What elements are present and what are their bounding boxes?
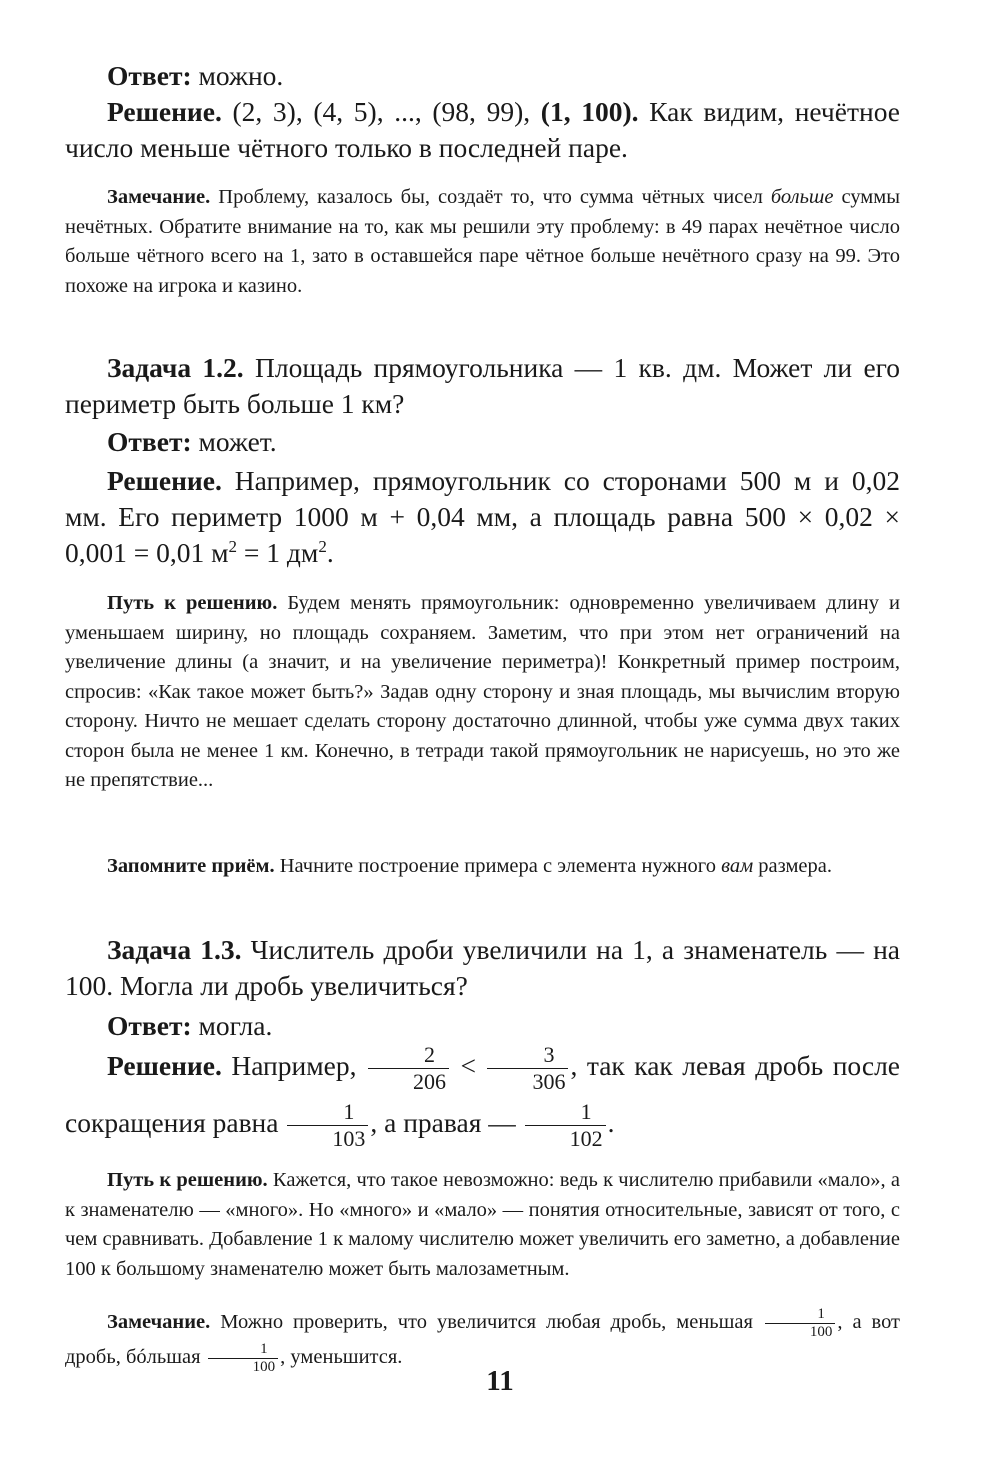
answer-text: можно.: [198, 60, 284, 91]
remember-technique: [65, 852, 900, 882]
page-number: 11: [486, 1365, 514, 1397]
remark-emphasis: больше: [770, 186, 834, 208]
task-1-3: [65, 932, 900, 1004]
task-label: Задача 1.3.: [107, 934, 242, 965]
remark-text-end: , уменьшится.: [280, 1346, 403, 1369]
exponent: 2: [228, 536, 238, 556]
numerator: 1: [525, 1099, 606, 1126]
solution-text: Как видим, нечётное число меньше чётного только в последней паре.: [65, 96, 900, 163]
answer-label: Ответ:: [107, 426, 192, 457]
remember-text: Начните построение примера с элемента нужного: [279, 855, 716, 877]
denominator: 206: [412, 1069, 446, 1095]
denominator: 102: [569, 1126, 603, 1152]
answer-2: [65, 424, 900, 460]
answer-label: Ответ:: [107, 60, 192, 91]
remark-1: [65, 183, 900, 301]
numerator: 3: [487, 1042, 568, 1069]
remember-label: Запомните приём.: [107, 855, 275, 877]
denominator: 306: [532, 1069, 566, 1095]
task-text: Площадь прямоугольника — 1 кв. дм. Может ли его периметр быть больше 1 км?: [65, 352, 900, 419]
remember-emphasis: вам: [721, 855, 754, 877]
denominator: 100: [809, 1324, 833, 1340]
path-text: Будем менять прямоугольник: одновременно увеличиваем длину и уменьшаем ширину, но площадь сохраняем. Заметим, что при этом нет ограничений на увеличение длины (а значит, и на увеличение периметра)! Конкретный пример построим, спросив: «Как такое может быть?» Задав одну сторону и зная площадь, мы вычислим вторую сторону. Ничто не мешает сделать сторону достаточно длинной, чтобы уже сумма двух таких сторон была не менее 1 км. Конечно, в тетради такой прямоугольник не нарисуешь, но это же не препятствие...: [65, 592, 900, 791]
answer-label: Ответ:: [107, 1010, 192, 1041]
answer-1: [65, 58, 900, 94]
remember-text-end: размера.: [758, 855, 832, 877]
solution-text: Например, прямоугольник со сторонами 500 м и 0,02 мм. Его периметр 1000 м + 0,04 мм, а площадь равна 500 × 0,02 × 0,001 = 0,01 м: [65, 465, 901, 568]
solution-text-end: .: [326, 537, 334, 568]
remark-label: Замечание.: [107, 1311, 211, 1334]
fraction-2-206: [368, 1042, 449, 1095]
solution-text-cont: , а правая —: [370, 1107, 516, 1139]
solution-text-end: .: [607, 1107, 615, 1139]
remark-text: Можно проверить, что увеличится любая дробь, меньшая: [220, 1311, 753, 1334]
solution-3: [65, 1038, 900, 1152]
solution-sequence: (2, 3), (4, 5), ..., (98, 99),: [232, 96, 531, 127]
fraction-1-100: [765, 1306, 836, 1341]
task-text: Числитель дроби увеличили на 1, а знаменатель — на 100. Могла ли дробь увеличиться?: [65, 934, 900, 1001]
solution-label: Решение.: [107, 96, 222, 127]
exponent: 2: [318, 536, 327, 556]
remark-text-cont: суммы нечётных. Обратите внимание на то, как мы решили эту проблему: в 49 парах нечётное число больше чётного всего на 1, зато в оставшейся паре чётное больше нечётного сразу на 99. Это похоже на игрока и казино.: [65, 186, 901, 297]
remark-text: Проблему, казалось бы, создаёт то, что сумма чётных чисел: [218, 186, 763, 208]
solution-text: Например,: [231, 1050, 357, 1081]
task-label: Задача 1.2.: [107, 352, 244, 383]
solution-text-mid: = 1 дм: [237, 537, 319, 568]
path-label: Путь к решению.: [107, 1169, 268, 1191]
solution-last-pair: (1, 100).: [540, 96, 639, 127]
fraction-3-306: [487, 1042, 568, 1095]
numerator: 2: [368, 1042, 449, 1069]
fraction-1-103: [287, 1099, 368, 1152]
remark-text-cont: , а вот дробь, бóльшая: [65, 1311, 901, 1369]
solution-path-2: [65, 589, 900, 796]
solution-2: [65, 463, 900, 571]
numerator: 1: [765, 1306, 836, 1324]
fraction-1-102: [525, 1099, 606, 1152]
answer-text: может.: [198, 426, 277, 457]
denominator: 103: [332, 1126, 366, 1152]
solution-label: Решение.: [107, 1050, 222, 1081]
path-text: Кажется, что такое невозможно: ведь к числителю прибавили «мало», а к знаменателю — «много». Но «много» и «мало» — понятия относительные, зависят от того, с чем сравнивать. Добавление 1 к малому числителю может увеличить его заметно, а добавление 100 к большому знаменателю может быть малозаметным.: [65, 1169, 900, 1280]
solution-label: Решение.: [107, 465, 222, 496]
task-1-2: [65, 350, 900, 422]
solution-text-cont: , так как левая дробь после сокращения равна: [65, 1050, 900, 1139]
numerator: 1: [208, 1341, 279, 1359]
answer-text: могла.: [198, 1010, 273, 1041]
solution-1: [65, 94, 900, 166]
less-than-sign: <: [460, 1050, 476, 1081]
solution-path-3: [65, 1166, 900, 1284]
denominator: 100: [252, 1359, 276, 1375]
path-label: Путь к решению.: [107, 592, 278, 614]
numerator: 1: [287, 1099, 368, 1126]
remark-label: Замечание.: [107, 186, 211, 208]
